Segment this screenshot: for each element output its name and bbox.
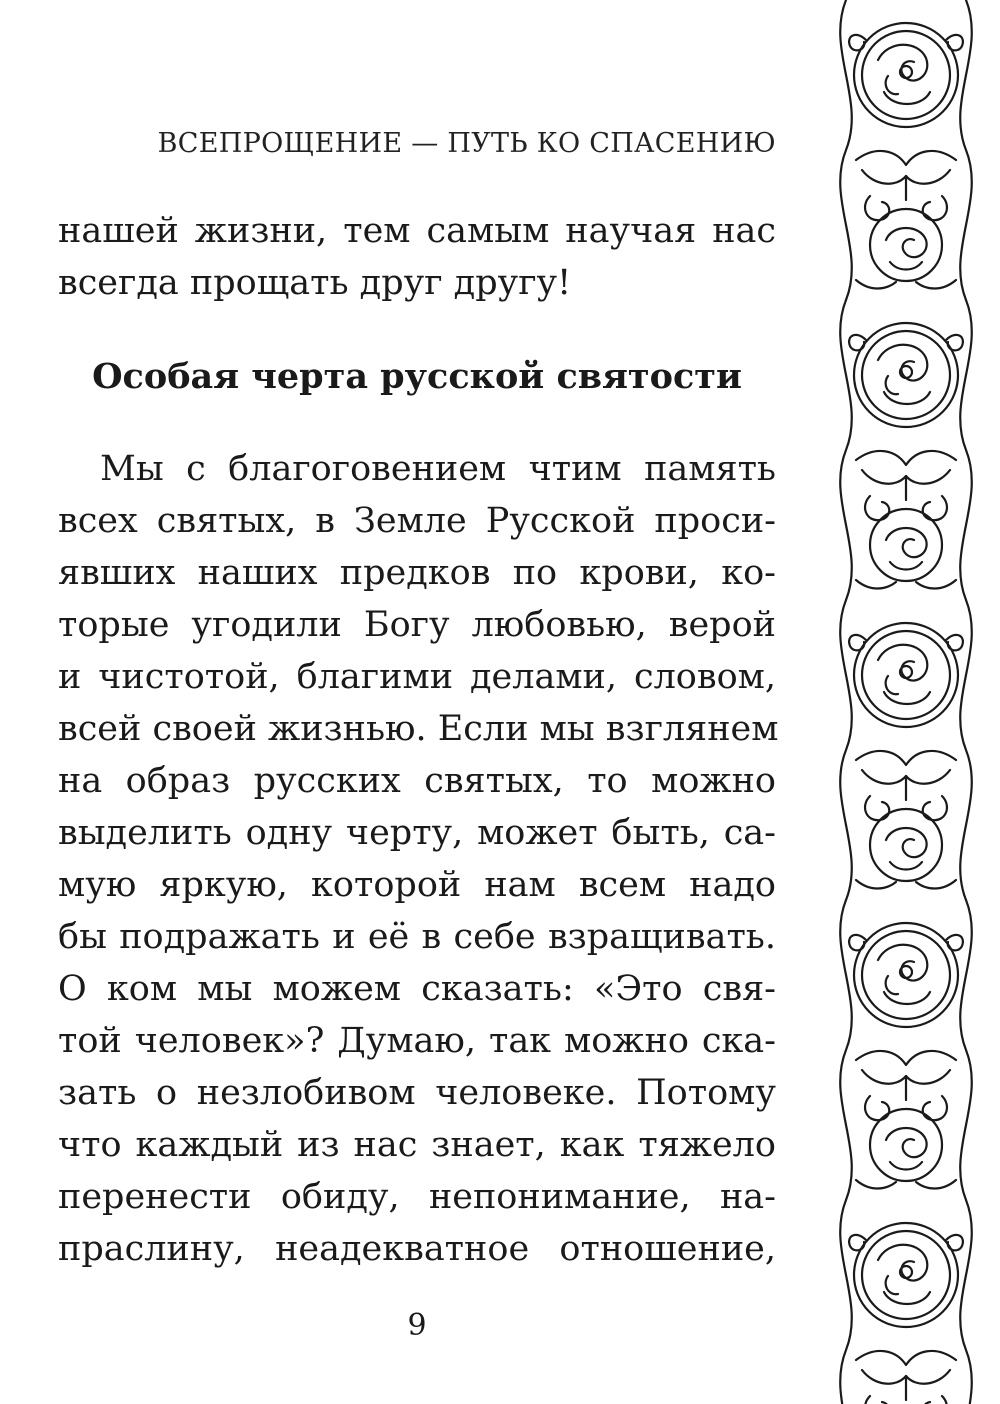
intro-line: нашей жизни, тем самым научая нас xyxy=(58,211,776,251)
paragraph-line: мую яркую, которой нам всем надо xyxy=(58,865,776,905)
paragraph-line: праслину, неадекватное отношение, xyxy=(58,1229,776,1269)
running-header: ВСЕПРОЩЕНИЕ — ПУТЬ КО СПАСЕНИЮ xyxy=(157,128,776,159)
book-page xyxy=(58,0,779,1404)
floral-ornament-border-icon xyxy=(826,0,986,1404)
paragraph-line: зать о незлобивом человеке. Потому xyxy=(58,1073,776,1113)
paragraph-line: О ком мы можем сказать: «Это свя- xyxy=(58,969,776,1009)
intro-line: всегда прощать друг другу! xyxy=(58,263,572,303)
paragraph-line: всех святых, в Земле Русской проси- xyxy=(58,501,776,541)
paragraph-line: явших наших предков по крови, ко- xyxy=(58,553,776,593)
paragraph-line: всей своей жизнью. Если мы взглянем xyxy=(58,709,779,749)
paragraph-line: той человек»? Думаю, так можно ска- xyxy=(58,1021,776,1061)
paragraph-line: на образ русских святых, то можно xyxy=(58,761,776,801)
text-block xyxy=(58,205,779,1275)
paragraph-line: Мы с благоговением чтим память xyxy=(100,449,776,489)
paragraph-line: выделить одну черту, может быть, са- xyxy=(58,813,776,853)
page-number: 9 xyxy=(407,1308,427,1343)
paragraph-line: что каждый из нас знает, как тяжело xyxy=(58,1125,776,1165)
paragraph-line: бы подражать и её в себе взращивать. xyxy=(58,917,776,957)
section-heading: Особая черта русской святости xyxy=(92,356,742,397)
paragraph-line: торые угодили Богу любовью, верой xyxy=(58,605,776,645)
paragraph-line: перенести обиду, непонимание, на- xyxy=(58,1177,776,1217)
paragraph-line: и чистотой, благими делами, словом, xyxy=(58,657,776,697)
